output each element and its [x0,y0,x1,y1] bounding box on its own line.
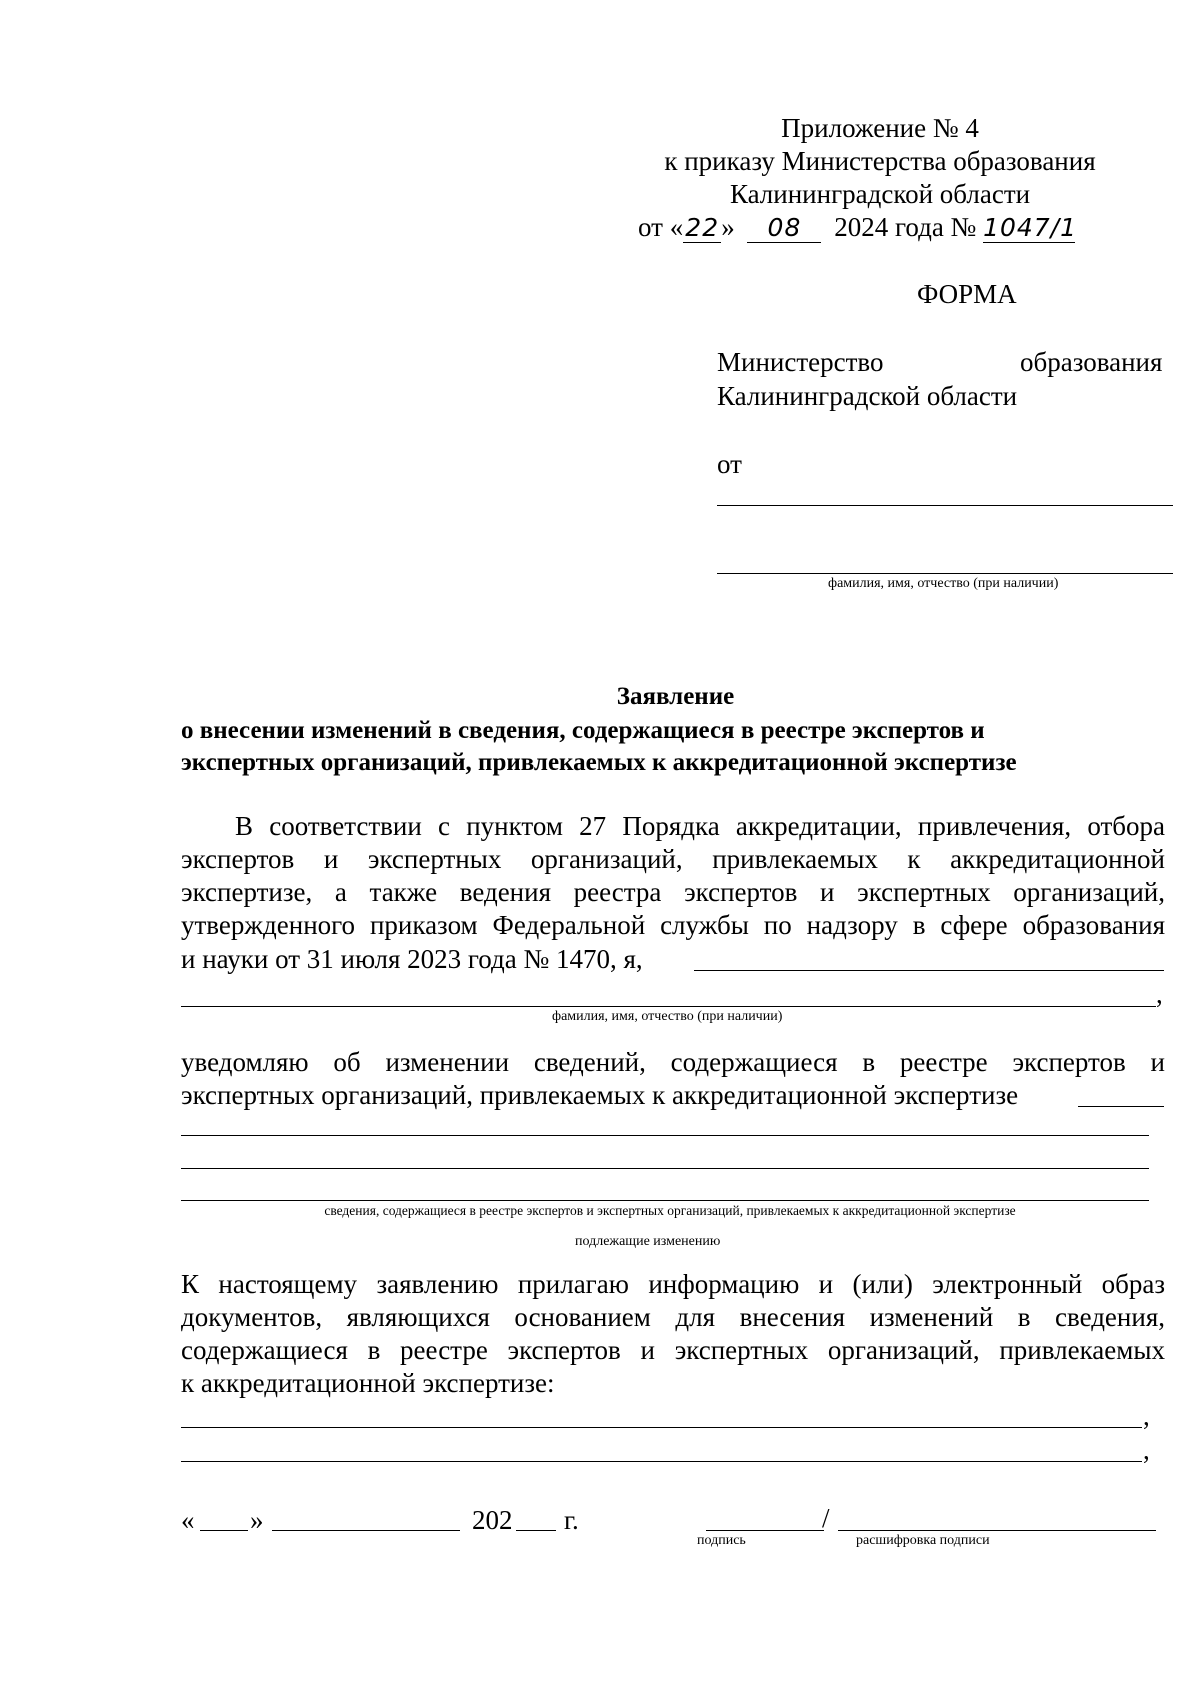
footer-year-suffix: г. [564,1505,579,1535]
paragraph3-line2: документов, являющихся основанием для внесения изменений в сведения, [181,1302,1165,1332]
addressee-word-ministry: Министерство [717,347,884,377]
info-field-3[interactable] [181,1200,1149,1201]
footer-quote-open: « [181,1505,195,1535]
attachment-field-2-comma: , [1143,1435,1150,1465]
appendix-title: Приложение № 4 [781,113,979,143]
date-year-text: 2024 года № [834,212,977,242]
paragraph1-line1: В соответствии с пунктом 27 Порядка аккредитации, привлечения, отбора [235,811,1165,841]
info-caption-line1: сведения, содержащиеся в реестре экспертов и экспертных организаций, привлекаемых к аккредитационной экспертизе [324,1203,1016,1218]
info-field-1[interactable] [181,1135,1149,1136]
date-month: 08 [747,214,821,243]
signature-slash: / [822,1503,830,1533]
paragraph2-line1: уведомляю об изменении сведений, содержащиеся в реестре экспертов и [181,1047,1165,1077]
addressee-from-field-2[interactable] [717,573,1173,574]
appendix-block [620,112,1140,244]
paragraph3-line4: к аккредитационной экспертизе: [181,1368,555,1398]
paragraph1-line5: и науки от 31 июля 2023 года № 1470, я, [181,944,643,974]
footer-day-field[interactable] [200,1530,248,1531]
info-inline-field[interactable] [1078,1106,1164,1107]
statement-title: Заявление [616,683,735,710]
attachment-field-1-comma: , [1143,1401,1150,1431]
appendix-region: Калининградской области [729,179,1031,209]
signature-decoding-caption: расшифровка подписи [856,1533,990,1548]
addressee-region: Калининградской области [717,381,1018,411]
paragraph3-line1: К настоящему заявлению прилагаю информацию и (или) электронный образ [181,1269,1165,1299]
statement-subtitle-line1: о внесении изменений в сведения, содержащиеся в реестре экспертов и [181,717,985,744]
name-field-caption: фамилия, имя, отчество (при наличии) [552,1009,783,1024]
order-number: 1047/1 [983,213,1078,242]
footer-year-prefix: 202 [472,1505,513,1535]
appendix-date-line [620,211,1140,244]
attachment-field-1[interactable] [181,1427,1142,1428]
name-inline-field[interactable] [694,970,1164,971]
form-label: ФОРМА [917,279,1017,309]
name-field-comma: , [1156,979,1163,1009]
addressee-from-field-1[interactable] [717,505,1173,506]
statement-subtitle-line2: экспертных организаций, привлекаемых к аккредитационной экспертизе [181,749,1017,776]
footer-month-field[interactable] [272,1530,460,1531]
paragraph3-line3: содержащиеся в реестре экспертов и экспертных организаций, привлекаемых [181,1335,1165,1365]
paragraph1-line3: экспертизе, а также ведения реестра экспертов и экспертных организаций, [181,877,1165,907]
appendix-order-ref: к приказу Министерства образования [664,146,1096,176]
signature-decoding-field[interactable] [838,1530,1156,1531]
paragraph1-line2: экспертов и экспертных организаций, привлекаемых к аккредитационной [181,844,1165,874]
signature-field[interactable] [706,1530,824,1531]
paragraph1-line4: утвержденного приказом Федеральной службы по надзору в сфере образования [181,910,1165,940]
name-field[interactable] [181,1006,1156,1007]
paragraph2-line2: экспертных организаций, привлекаемых к аккредитационной экспертизе [181,1080,1019,1110]
addressee-from-label: от [717,449,742,479]
addressee-name-caption: фамилия, имя, отчество (при наличии) [828,576,1059,591]
date-day: 22 [683,214,721,243]
attachment-field-2[interactable] [181,1461,1142,1462]
date-prefix: от « [638,212,684,242]
signature-caption: подпись [697,1533,746,1548]
footer-year-field[interactable] [516,1530,556,1531]
addressee-word-education: образования [1020,347,1163,377]
footer-quote-close: » [250,1505,264,1535]
info-caption-line2: подлежащие изменению [575,1234,721,1249]
date-mid: » [721,212,735,242]
info-field-2[interactable] [181,1168,1149,1169]
